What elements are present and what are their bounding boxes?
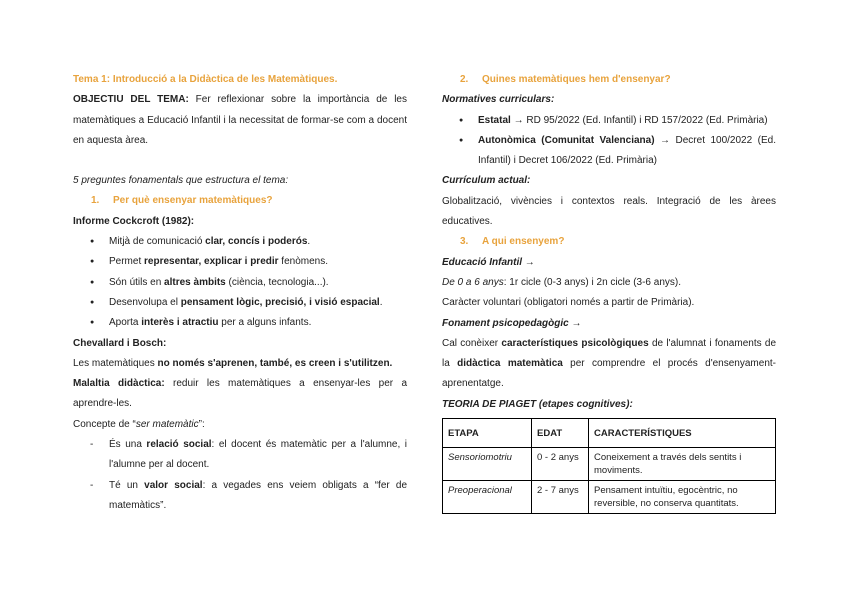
chevallard-text: Les matemàtiques no només s'aprenen, també, es creen i s'utilitzen. bbox=[73, 357, 393, 369]
list-item: ● Aporta interès i atractiu per a alguns infants. bbox=[73, 313, 407, 333]
questions-intro: 5 preguntes fonamentals que estructura el tema: bbox=[73, 175, 289, 187]
piaget-table bbox=[442, 418, 776, 514]
malaltia-text: reduir les matemàtiques a ensenyar-les per a aprendre-les. bbox=[73, 378, 408, 410]
list-item: ● Estatal → RD 95/2022 (Ed. Infantil) i RD 157/2022 (Ed. Primària) bbox=[442, 111, 776, 131]
question-1-number: 1. bbox=[91, 195, 100, 207]
normatives-label: Normatives curriculars: bbox=[442, 94, 555, 106]
normatives-list bbox=[442, 111, 776, 172]
list-item: ● Mitjà de comunicació clar, concís i poderós. bbox=[73, 232, 407, 252]
objective-text: Fer reflexionar sobre la importància de les matemàtiques a Educació Infantil i la necessitat de formar-se com a docent en aquesta àrea. bbox=[73, 94, 407, 146]
malaltia-paragraph bbox=[73, 374, 407, 415]
piaget-label: TEORIA DE PIAGET (etapes cognitives): bbox=[442, 398, 633, 410]
list-item: ● Són útils en altres àmbits (ciència, tecnologia...). bbox=[73, 273, 407, 293]
list-item: ● Permet representar, explicar i predir fenòmens. bbox=[73, 252, 407, 272]
chevallard-heading: Chevallard i Bosch: bbox=[73, 337, 167, 349]
table-cell: Coneixement a través dels sentits i moviments. bbox=[589, 448, 776, 481]
table-cell: Pensament intuïtiu, egocèntric, no reversible, no conserva quantitats. bbox=[589, 481, 776, 514]
fonament-label: Fonament psicopedagògic → bbox=[442, 317, 582, 329]
table-header: ETAPA bbox=[443, 419, 532, 448]
question-3-number: 3. bbox=[460, 236, 469, 248]
list-item: - És una relació social: el docent és matemàtic per a l'alumne, i l'alumne per al docent. bbox=[73, 435, 407, 476]
table-header-row bbox=[443, 419, 776, 448]
question-2-heading bbox=[442, 70, 776, 90]
objective-label: OBJECTIU DEL TEMA: bbox=[73, 94, 189, 106]
curriculum-text: Globalització, vivències i contextos reals. Integració de les àrees educatives. bbox=[442, 195, 776, 228]
list-item: ● Desenvolupa el pensament lògic, precisió, i visió espacial. bbox=[73, 293, 407, 313]
table-header: CARACTERÍSTIQUES bbox=[589, 419, 776, 448]
concepte-list bbox=[73, 435, 407, 516]
infantil-text: De 0 a 6 anys: 1r cicle (0-3 anys) i 2n cicle (3-6 anys). bbox=[442, 276, 681, 288]
infantil-label: Educació Infantil → bbox=[442, 256, 535, 268]
table-cell: 0 - 2 anys bbox=[532, 448, 589, 481]
curriculum-label: Currículum actual: bbox=[442, 175, 531, 187]
fonament-paragraph: Cal conèixer característiques psicològiques de l'alumnat i fonaments de la didàctica matemàtica per comprendre el procés d'ensenyament-aprenentatge. bbox=[442, 337, 777, 390]
right-column bbox=[442, 70, 776, 514]
question-3-heading bbox=[442, 232, 776, 252]
table-row bbox=[443, 448, 776, 481]
question-2-title: Quines matemàtiques hem d'ensenyar? bbox=[482, 74, 671, 85]
question-3-title: A qui ensenyem? bbox=[482, 236, 565, 248]
cockcroft-list bbox=[73, 232, 407, 333]
question-1-title: Per què ensenyar matemàtiques? bbox=[113, 195, 273, 207]
left-column bbox=[73, 70, 407, 516]
table-cell: Sensoriomotriu bbox=[443, 448, 532, 481]
question-2-number: 2. bbox=[460, 74, 469, 85]
document-title: Tema 1: Introducció a la Didàctica de les Matemàtiques. bbox=[73, 74, 338, 85]
table-cell: Preoperacional bbox=[443, 481, 532, 514]
concepte-heading: Concepte de “ser matemàtic”: bbox=[73, 418, 205, 430]
caracter-text: Caràcter voluntari (obligatori només a partir de Primària). bbox=[442, 297, 695, 309]
list-item: ● Autonòmica (Comunitat Valenciana) → Decret 100/2022 (Ed. Infantil) i Decret 106/2022 (Ed. Primària) bbox=[442, 131, 776, 172]
table-header: EDAT bbox=[532, 419, 589, 448]
list-item: - Té un valor social: a vegades ens veiem obligats a “fer de matemàtics”. bbox=[73, 476, 407, 517]
objective-paragraph bbox=[73, 90, 407, 151]
cockcroft-heading: Informe Cockcroft (1982): bbox=[73, 215, 195, 227]
malaltia-label: Malaltia didàctica: bbox=[73, 378, 165, 390]
table-row bbox=[443, 481, 776, 514]
question-1-heading bbox=[73, 191, 407, 211]
table-cell: 2 - 7 anys bbox=[532, 481, 589, 514]
